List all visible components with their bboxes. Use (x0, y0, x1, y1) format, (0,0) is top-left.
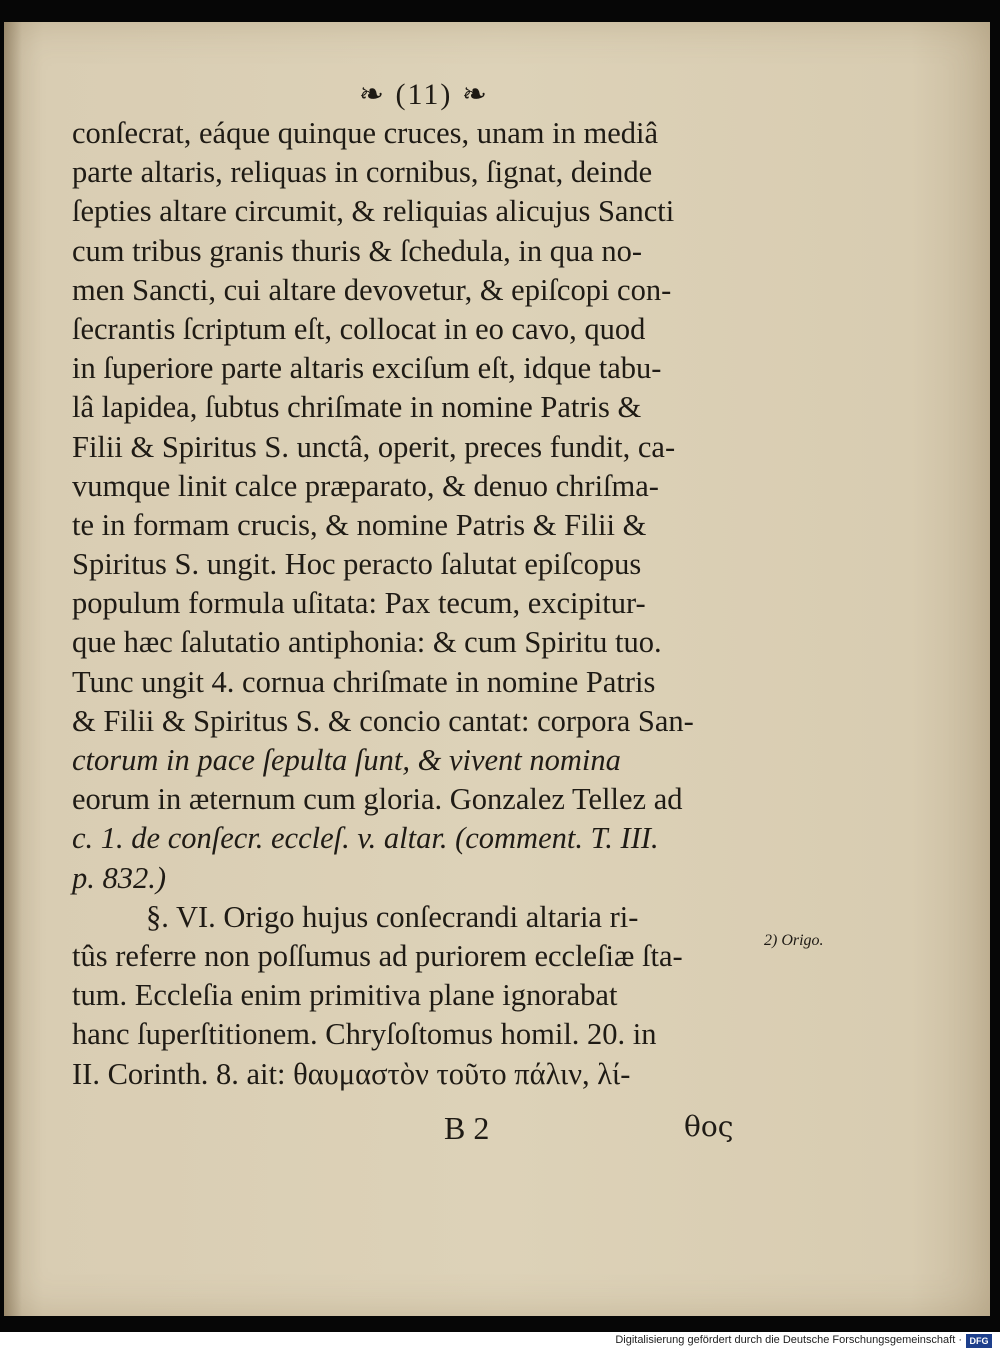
text-line: cum tribus granis thuris & ſchedula, in qua no- (72, 233, 643, 268)
text-line: p. 832.) (72, 860, 167, 895)
text-line: ſepties altare circumit, & reliquias alicujus Sancti (72, 194, 675, 229)
text-line: que hæc ſalutatio antiphonia: & cum Spiritu tuo. (72, 625, 662, 660)
signature-mark: B 2 (444, 1110, 490, 1146)
text-line: & Filii & Spiritus S. & concio cantat: corpora San- (72, 703, 694, 738)
text-line: tûs referre non poſſumus ad puriorem eccleſiæ ſta- (72, 938, 683, 973)
footer-credit: Digitalisierung gefördert durch die Deutsche Forschungsgemeinschaft · (615, 1334, 962, 1346)
text-line: parte altaris, reliquas in cornibus, ſignat, deinde (72, 155, 653, 190)
body-text (72, 114, 762, 1094)
text-line: men Sancti, cui altare devovetur, & epiſcopi con- (72, 272, 672, 307)
text-line: ctorum in pace ſepulta ſunt, & vivent nomina (72, 743, 621, 777)
text-line: Tunc ungit 4. cornua chriſmate in nomine Patris (72, 664, 656, 699)
text-line: Filii & Spiritus S. unctâ, operit, preces fundit, ca- (72, 429, 676, 464)
text-line: ſecrantis ſcriptum eſt, collocat in eo cavo, quod (72, 311, 646, 346)
footer-bar (0, 1332, 1000, 1351)
dfg-logo-icon: DFG (966, 1334, 992, 1348)
text-line: populum formula uſitata: Pax tecum, excipitur- (72, 586, 646, 621)
text-line: c. 1. de conſecr. eccleſ. v. altar. (comment. T. III. (72, 821, 659, 856)
text-line: te in formam crucis, & nomine Patris & Filii & (72, 507, 647, 542)
text-line: conſecrat, eáque quinque cruces, unam in mediâ (72, 116, 659, 150)
text-line: eorum in æternum cum gloria. Gonzalez Tellez ad (72, 782, 683, 817)
text-line: vumque linit calce præparato, & denuo chriſma- (72, 468, 659, 503)
catchword: θος (684, 1110, 734, 1143)
text-line: §. VI. Origo hujus conſecrandi altaria ri- (146, 899, 639, 934)
margin-note: 2) Origo. (764, 932, 824, 949)
text-line: tum. Eccleſia enim primitiva plane ignorabat (72, 978, 618, 1013)
text-line: hanc ſuperſtitionem. Chryſoſtomus homil. 20. in (72, 1017, 657, 1052)
text-line: in ſuperiore parte altaris exciſum eſt, idque tabu- (72, 351, 662, 386)
book-page (4, 22, 990, 1316)
running-head: ❧ (11) ❧ (358, 78, 490, 111)
text-line: II. Corinth. 8. ait: θαυμαστὸν τοῦτο πάλιν, λί- (72, 1056, 631, 1091)
text-line: Spiritus S. ungit. Hoc peracto ſalutat epiſcopus (72, 547, 642, 582)
text-line: lâ lapidea, ſubtus chriſmate in nomine Patris & (72, 390, 642, 425)
